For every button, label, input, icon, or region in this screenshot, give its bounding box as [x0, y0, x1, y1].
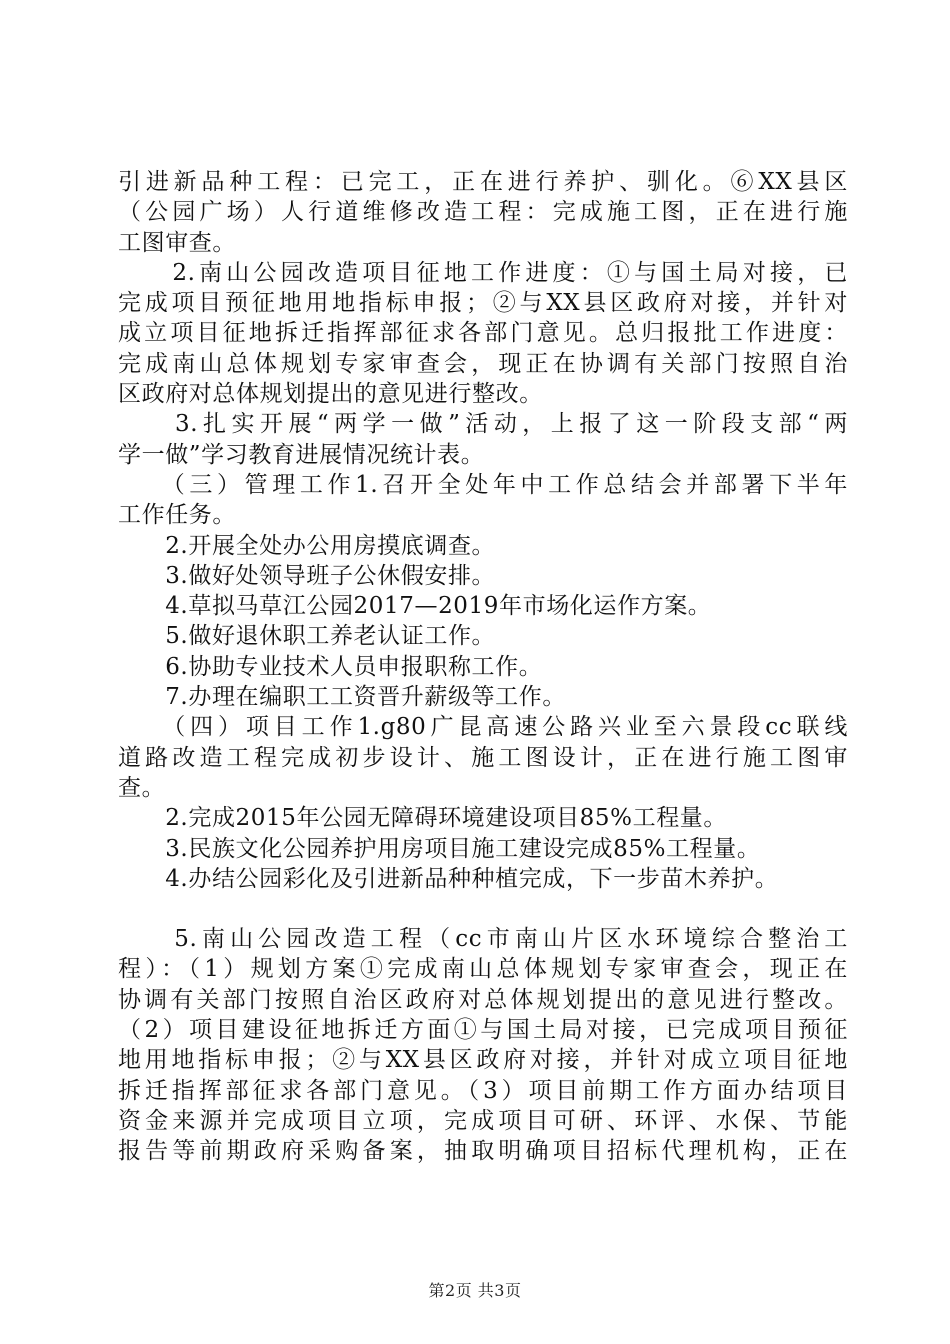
text-line: 5.南山公园改造工程（cc市南山片区水环境综合整治工: [118, 926, 848, 953]
text-line: 7.办理在编职工工资晋升薪级等工作。: [118, 684, 566, 711]
text-line: 3.民族文化公园养护用房项目施工建设完成85%工程量。: [118, 835, 761, 862]
body-section-2: [118, 924, 848, 1166]
text-line: 程）：（1）规划方案①完成南山总体规划专家审查会，现正在: [118, 956, 848, 983]
text-line: 2.南山公园改造项目征地工作进度：①与国土局对接，已: [118, 259, 848, 286]
text-line: 4.办结公园彩化及引进新品种种植完成，下一步苗木养护。: [118, 865, 779, 892]
text-line: （2）项目建设征地拆迁方面①与国土局对接，已完成项目预征: [118, 1017, 848, 1044]
text-line: 6.协助专业技术人员申报职称工作。: [118, 653, 543, 680]
text-line: 协调有关部门按照自治区政府对总体规划提出的意见进行整改。: [118, 986, 848, 1013]
text-line: 完成南山总体规划专家审查会，现正在协调有关部门按照自治: [118, 350, 848, 377]
text-line: 工图审查。: [118, 229, 236, 256]
text-line: （三）管理工作1.召开全处年中工作总结会并部署下半年: [118, 471, 848, 498]
text-line: 2.完成2015年公园无障碍环境建设项目85%工程量。: [118, 805, 727, 832]
paragraph-gap: [118, 894, 848, 924]
text-line: 成立项目征地拆迁指挥部征求各部门意见。总归报批工作进度：: [118, 320, 848, 347]
text-line: 查。: [118, 774, 166, 801]
text-line: （四）项目工作1.g80广昆高速公路兴业至六景段cc联线: [118, 714, 848, 741]
text-line: 道路改造工程完成初步设计、施工图设计，正在进行施工图审: [118, 744, 848, 771]
text-line: 2.开展全处办公用房摸底调查。: [118, 532, 496, 559]
text-line: （公园广场）人行道维修改造工程：完成施工图，正在进行施: [118, 199, 848, 226]
text-line: 完成项目预征地用地指标申报；②与XX县区政府对接，并针对: [118, 290, 848, 317]
text-line: 地用地指标申报；②与XX县区政府对接，并针对成立项目征地: [118, 1047, 848, 1074]
text-line: 5.做好退休职工养老认证工作。: [118, 623, 496, 650]
text-line: 工作任务。: [118, 502, 236, 529]
text-line: 拆迁指挥部征求各部门意见。（3）项目前期工作方面办结项目: [118, 1077, 848, 1104]
text-line: 区政府对总体规划提出的意见进行整改。: [118, 381, 543, 408]
text-line: 资金来源并完成项目立项，完成项目可研、环评、水保、节能: [118, 1107, 848, 1134]
text-line: 3.扎实开展“两学一做”活动，上报了这一阶段支部“两: [118, 411, 848, 438]
text-line: 报告等前期政府采购备案，抽取明确项目招标代理机构，正在: [118, 1138, 848, 1165]
document-body: [118, 167, 848, 1167]
text-line: 学一做”学习教育进展情况统计表。: [118, 441, 485, 468]
text-line: 4.草拟马草江公园2017—2019年市场化运作方案。: [118, 593, 712, 620]
body-section-1: [118, 167, 848, 894]
text-line: 3.做好处领导班子公休假安排。: [118, 562, 496, 589]
page-footer: 第2页 共3页: [428, 1281, 522, 1300]
text-line: 引进新品种工程：已完工，正在进行养护、驯化。⑥XX县区: [118, 169, 848, 195]
